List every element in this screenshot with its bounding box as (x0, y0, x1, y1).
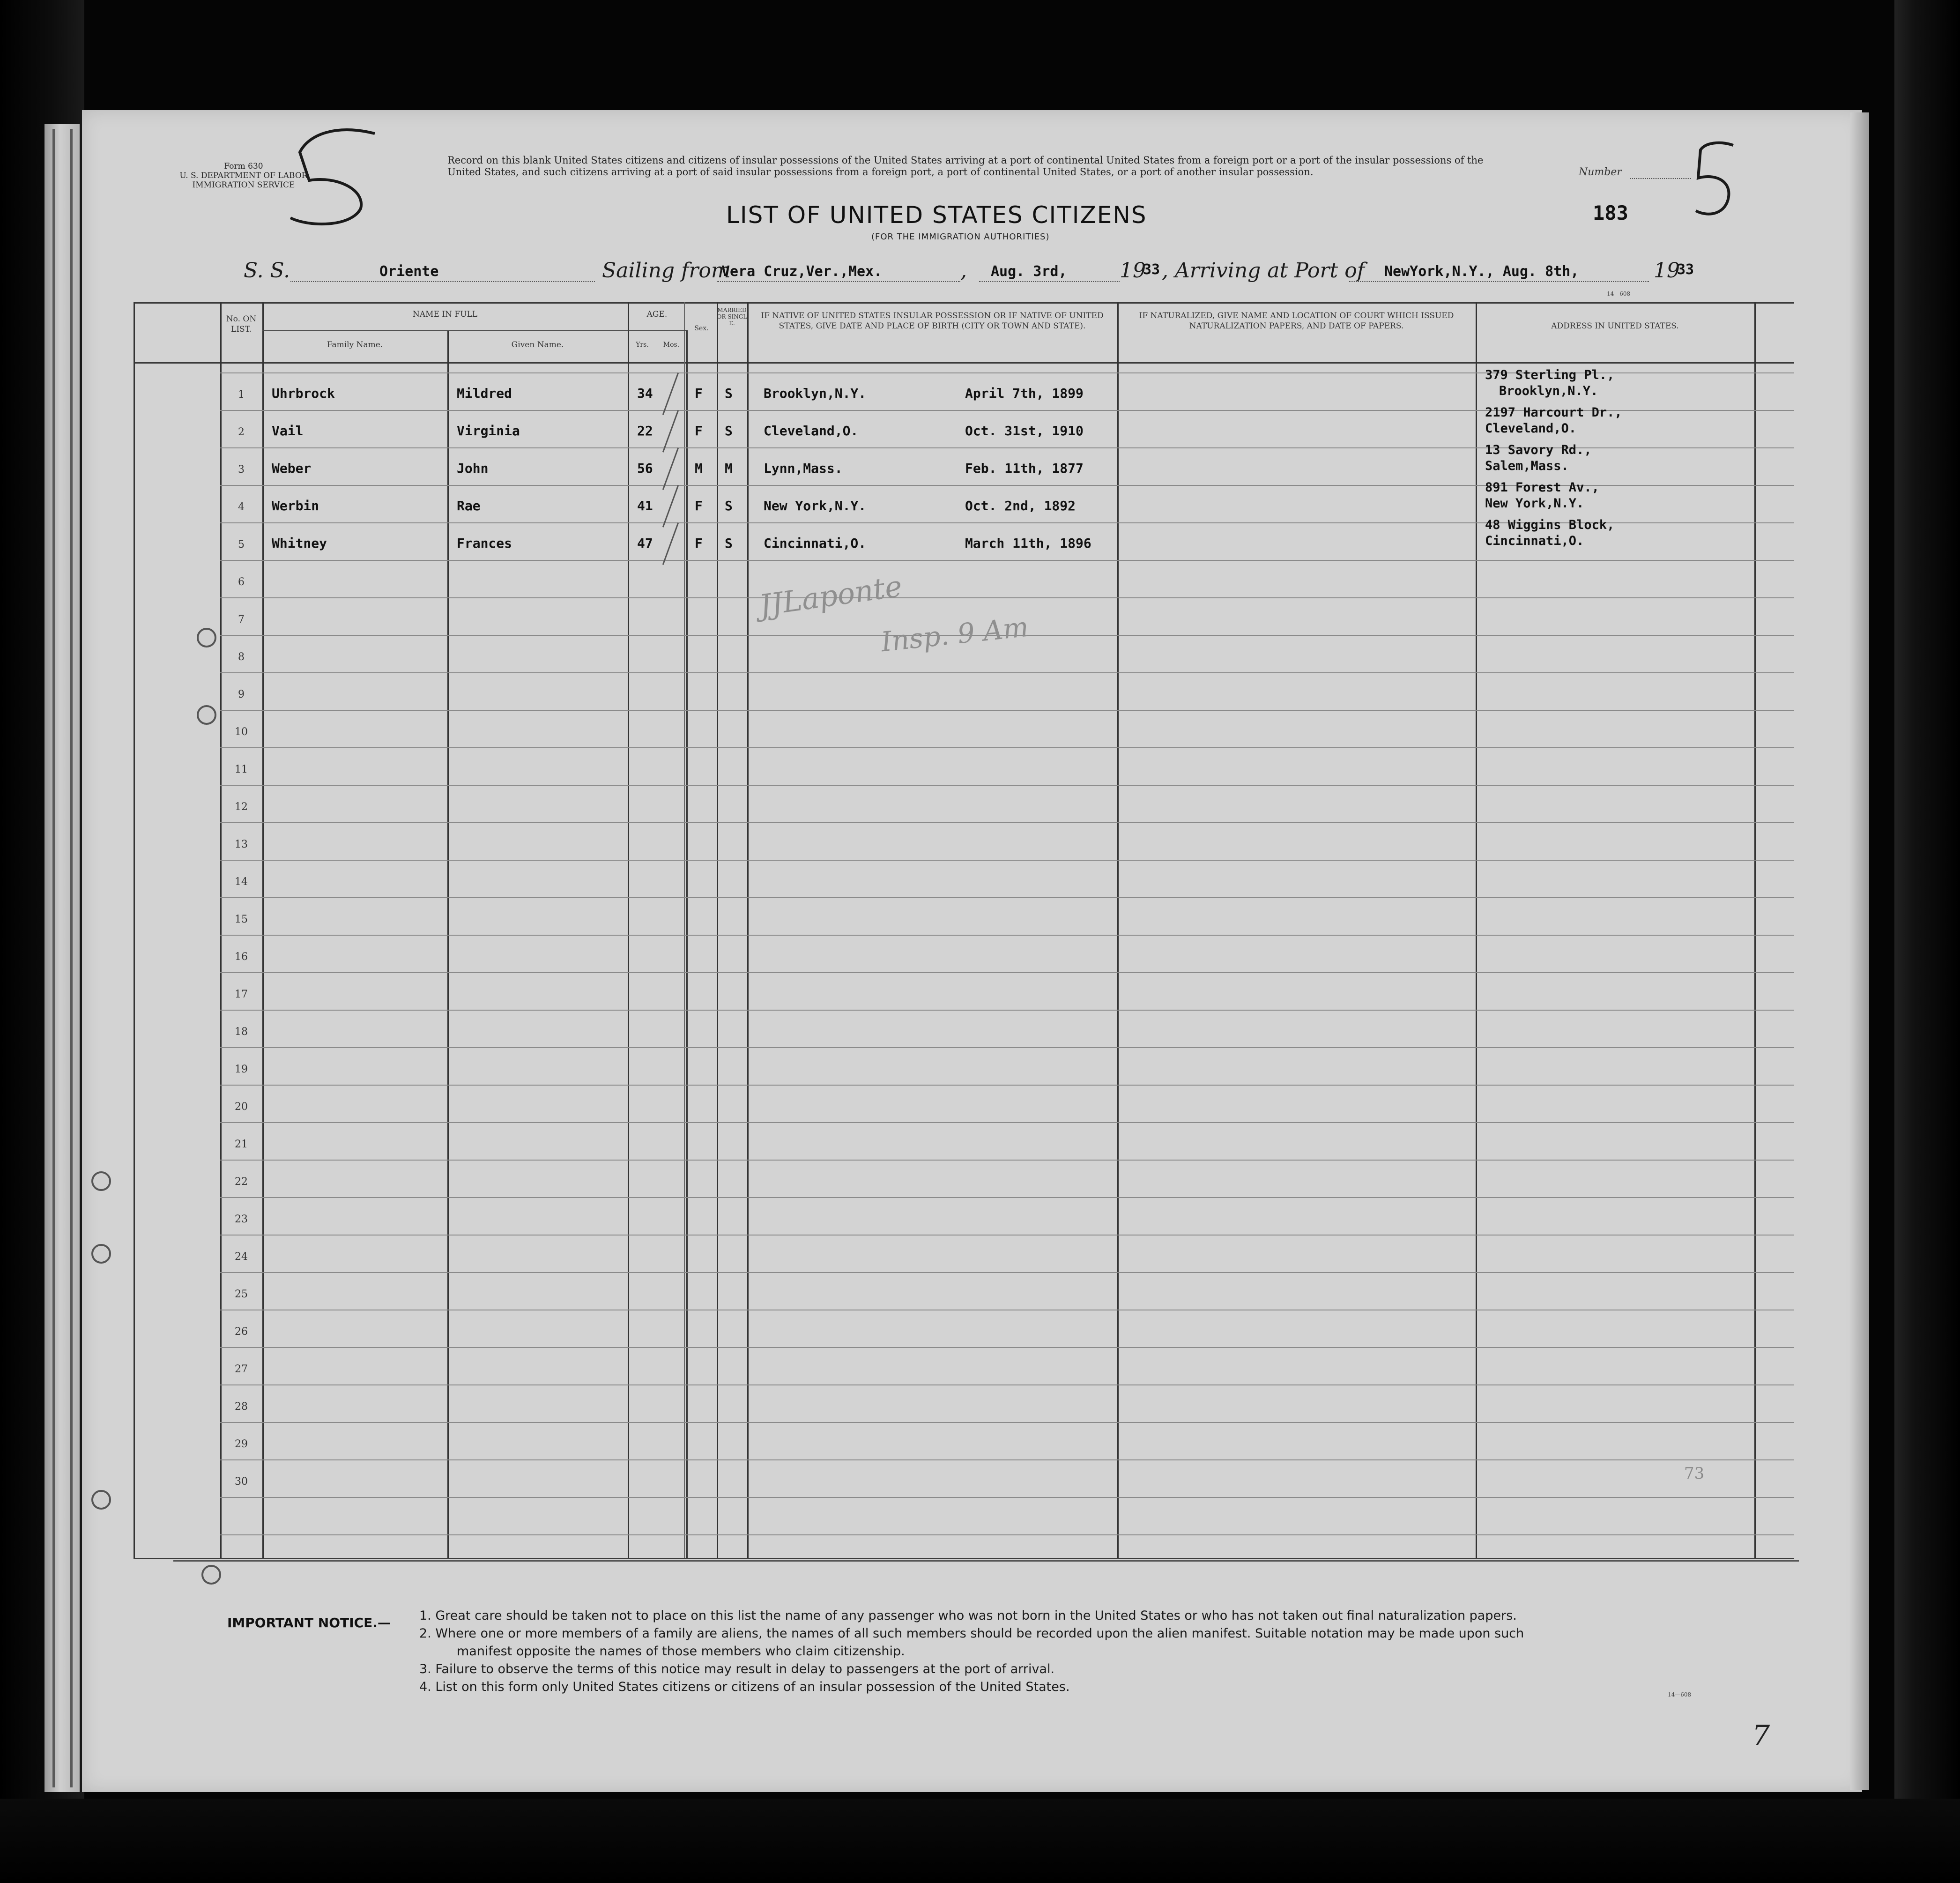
birthdate-cell: Oct. 2nd, 1892 (965, 498, 1076, 514)
sailing-year: 33 (1143, 261, 1160, 278)
row-number: 12 (235, 801, 248, 813)
row-number: 22 (235, 1176, 248, 1188)
notice-item: 4. List on this form only United States citizens or citizens of an insular possession of the United States. (419, 1680, 1070, 1694)
binder-line (70, 129, 73, 1787)
address-line-1-cell: 2197 Harcourt Dr., (1485, 405, 1622, 420)
row-rule (220, 972, 1794, 973)
row-number: 26 (235, 1326, 248, 1338)
row-rule (220, 1384, 1794, 1385)
scan-border-bottom (0, 1799, 1960, 1883)
header-naturalized: IF NATURALIZED, GIVE NAME AND LOCATION OF COURT WHICH ISSUED NATURALIZATION PAPERS, AND DATE OF PAPERS. (1139, 311, 1454, 331)
arriving-port-date: NewYork,N.Y., Aug. 8th, (1384, 263, 1579, 280)
row-number: 10 (235, 726, 248, 738)
row-rule (220, 860, 1794, 861)
binder-hole (91, 1244, 111, 1264)
row-rule (220, 1534, 1794, 1535)
row-rule (220, 1197, 1794, 1198)
page-number-stamp: 183 (1593, 201, 1628, 224)
form-title: LIST OF UNITED STATES CITIZENS (726, 201, 1147, 229)
notice-item: 3. Failure to observe the terms of this notice may result in delay to passengers at the port of arrival. (419, 1662, 1055, 1676)
binder-hole (201, 1565, 221, 1585)
address-line-1-cell: 379 Sterling Pl., (1485, 368, 1615, 382)
citizen-list-table (134, 302, 1794, 1558)
age-years-cell: 47 (637, 536, 653, 551)
binder-hole (197, 705, 216, 725)
margin-mark: 73 (1684, 1464, 1705, 1483)
row-number: 5 (238, 539, 245, 551)
arriving-year: 33 (1677, 261, 1694, 278)
row-rule (220, 785, 1794, 786)
row-number: 23 (235, 1213, 248, 1225)
binder-line (52, 129, 55, 1787)
row-rule (220, 1010, 1794, 1011)
row-number: 17 (235, 989, 248, 1000)
birthdate-cell: April 7th, 1899 (965, 386, 1084, 401)
ship-fill-line (290, 281, 595, 282)
row-number: 24 (235, 1251, 248, 1263)
row-number: 19 (235, 1064, 248, 1075)
header-age: AGE. (646, 310, 668, 319)
birthplace-cell: Lynn,Mass. (764, 461, 843, 476)
row-number: 6 (238, 576, 245, 588)
address-line-1-cell: 891 Forest Av., (1485, 480, 1599, 495)
inspector-signature: JJLaponte (757, 569, 904, 623)
row-number: 29 (235, 1438, 248, 1450)
row-number: 20 (235, 1101, 248, 1113)
row-number: 8 (238, 651, 245, 663)
row-number: 14 (235, 876, 248, 888)
record-instructions: Record on this blank United States citizens and citizens of insular possessions of the United States arriving at a port of continental United States from a foreign port or a port of the insular possessions of the United States, and such citizens arriving at a port of said insular possessions from a foreign port, a port of continental United States, or a port of another insular possession. (447, 155, 1484, 178)
print-code-top: 14—608 (1607, 290, 1631, 297)
row-number: 9 (238, 689, 245, 700)
pen-tick-mark (662, 485, 679, 527)
header-years: Yrs. (636, 341, 649, 349)
given-name-cell: Mildred (457, 386, 512, 401)
arriving-fill-line (1349, 281, 1649, 282)
address-line-2-cell: Brooklyn,N.Y. (1499, 384, 1598, 398)
form-number: Form 630 (224, 162, 263, 171)
binder-edge (45, 124, 80, 1792)
sex-cell: F (695, 536, 703, 551)
pen-tick-mark (662, 410, 679, 452)
pen-tick-mark (662, 447, 679, 490)
given-name-cell: Frances (457, 536, 512, 551)
row-number: 1 (238, 389, 245, 401)
sailing-from-port: Vera Cruz,Ver.,Mex. (721, 263, 883, 280)
notice-item: manifest opposite the names of those members who claim citizenship. (457, 1644, 905, 1659)
inspector-title: Insp. 9 Am (879, 610, 1030, 658)
print-code-bottom: 14—608 (1668, 1691, 1692, 1698)
row-rule (220, 897, 1794, 898)
notice-item: 2. Where one or more members of a family are aliens, the names of all such members should be recorded upon the alien manifest. Suitable notation may be made upon such (419, 1626, 1524, 1641)
family-name-cell: Vail (272, 423, 304, 439)
important-notice (419, 1607, 1754, 1696)
number-label: Number (1579, 166, 1622, 178)
marital-status-cell: S (725, 536, 733, 551)
sex-cell: F (695, 386, 703, 401)
birthplace-cell: Cincinnati,O. (764, 536, 867, 551)
family-name-cell: Uhrbrock (272, 386, 335, 401)
row-rule (220, 710, 1794, 711)
sailing-date: Aug. 3rd, (991, 263, 1067, 280)
marital-status-cell: M (725, 461, 733, 476)
sailing-from-fill-line (717, 281, 960, 282)
handwritten-number-right (1682, 136, 1747, 230)
family-name-cell: Werbin (272, 498, 319, 514)
age-years-cell: 56 (637, 461, 653, 476)
family-name-cell: Weber (272, 461, 312, 476)
row-number: 2 (238, 426, 245, 438)
address-line-2-cell: Cincinnati,O. (1485, 534, 1584, 548)
form-subtitle: (FOR THE IMMIGRATION AUTHORITIES) (871, 232, 1050, 242)
address-line-2-cell: Salem,Mass. (1485, 459, 1569, 473)
sex-cell: F (695, 423, 703, 439)
address-line-1-cell: 13 Savory Rd., (1485, 443, 1592, 457)
row-rule (220, 597, 1794, 598)
handwritten-number-left (281, 124, 393, 232)
page-edge-curl (1850, 112, 1869, 1790)
marital-status-cell: S (725, 498, 733, 514)
row-number: 18 (235, 1026, 248, 1038)
row-number: 15 (235, 914, 248, 925)
address-line-1-cell: 48 Wiggins Block, (1485, 518, 1615, 532)
service-name: IMMIGRATION SERVICE (192, 180, 295, 190)
header-no-on-list: No. ON LIST. (226, 314, 257, 334)
age-years-cell: 34 (637, 386, 653, 401)
comma-separator: , (960, 259, 967, 283)
row-number: 13 (235, 839, 248, 850)
given-name-cell: Rae (457, 498, 481, 514)
sailing-from-label: Sailing from (602, 259, 731, 283)
header-name-in-full: NAME IN FULL (412, 310, 478, 319)
row-rule (220, 747, 1794, 748)
row-rule (220, 1085, 1794, 1086)
department-name: U. S. DEPARTMENT OF LABOR (179, 171, 308, 180)
row-number: 7 (238, 614, 245, 625)
birthdate-cell: Feb. 11th, 1877 (965, 461, 1084, 476)
birthplace-cell: New York,N.Y. (764, 498, 867, 514)
row-rule (220, 560, 1794, 561)
notice-item: 1. Great care should be taken not to place on this list the name of any passenger who was not born in the United States or who has not taken out final naturalization papers. (419, 1608, 1517, 1623)
row-number: 11 (235, 764, 248, 775)
sailing-year-prefix: 19 (1120, 259, 1146, 283)
pen-tick-mark (662, 522, 679, 565)
pen-tick-mark (662, 372, 679, 415)
given-name-cell: John (457, 461, 489, 476)
sailing-date-fill-line (979, 281, 1120, 282)
row-rule (220, 1047, 1794, 1048)
header-native-birth: IF NATIVE OF UNITED STATES INSULAR POSSESSION OR IF NATIVE OF UNITED STATES, GIVE DATE AND PLACE OF BIRTH (CITY OR TOWN AND STATE). (761, 311, 1104, 331)
binder-hole (197, 628, 216, 648)
ss-label: S. S. (244, 259, 290, 283)
header-given-name: Given Name. (511, 340, 564, 350)
row-rule (220, 1272, 1794, 1273)
header-months: Mos. (663, 341, 680, 349)
row-number: 30 (235, 1476, 248, 1488)
row-rule (220, 1122, 1794, 1123)
address-line-2-cell: New York,N.Y. (1485, 496, 1584, 511)
header-sex: Sex. (694, 325, 709, 332)
row-rule (220, 1347, 1794, 1348)
row-number: 25 (235, 1288, 248, 1300)
address-line-2-cell: Cleveland,O. (1485, 421, 1577, 436)
row-number: 16 (235, 951, 248, 963)
row-rule (220, 822, 1794, 823)
row-rule (220, 1497, 1794, 1498)
row-rule (220, 1459, 1794, 1460)
binder-hole (91, 1171, 111, 1191)
age-years-cell: 41 (637, 498, 653, 514)
row-number: 4 (238, 501, 245, 513)
sex-cell: F (695, 498, 703, 514)
given-name-cell: Virginia (457, 423, 520, 439)
notice-heading: IMPORTANT NOTICE.— (227, 1615, 391, 1630)
birthplace-cell: Cleveland,O. (764, 423, 859, 439)
row-number: 21 (235, 1139, 248, 1150)
ship-name: Oriente (379, 263, 439, 280)
header-family-name: Family Name. (327, 340, 383, 350)
header-married-single: MARRIED OR SINGLE. (717, 307, 747, 327)
row-rule (220, 672, 1794, 673)
row-rule (220, 935, 1794, 936)
arriving-year-prefix: 19 (1654, 259, 1680, 283)
sex-cell: M (695, 461, 703, 476)
marital-status-cell: S (725, 423, 733, 439)
page-corner-mark: 7 (1752, 1719, 1770, 1752)
row-number: 27 (235, 1363, 248, 1375)
row-number: 3 (238, 464, 245, 476)
row-rule (220, 1422, 1794, 1423)
arriving-label: , Arriving at Port of (1162, 259, 1365, 283)
birthplace-cell: Brooklyn,N.Y. (764, 386, 867, 401)
birthdate-cell: March 11th, 1896 (965, 536, 1091, 551)
scan-border-right (1894, 0, 1960, 1883)
row-number: 28 (235, 1401, 248, 1413)
birthdate-cell: Oct. 31st, 1910 (965, 423, 1084, 439)
family-name-cell: Whitney (272, 536, 327, 551)
binder-hole (91, 1490, 111, 1510)
marital-status-cell: S (725, 386, 733, 401)
header-address: ADDRESS IN UNITED STATES. (1551, 321, 1679, 331)
row-rule (220, 1160, 1794, 1161)
age-years-cell: 22 (637, 423, 653, 439)
